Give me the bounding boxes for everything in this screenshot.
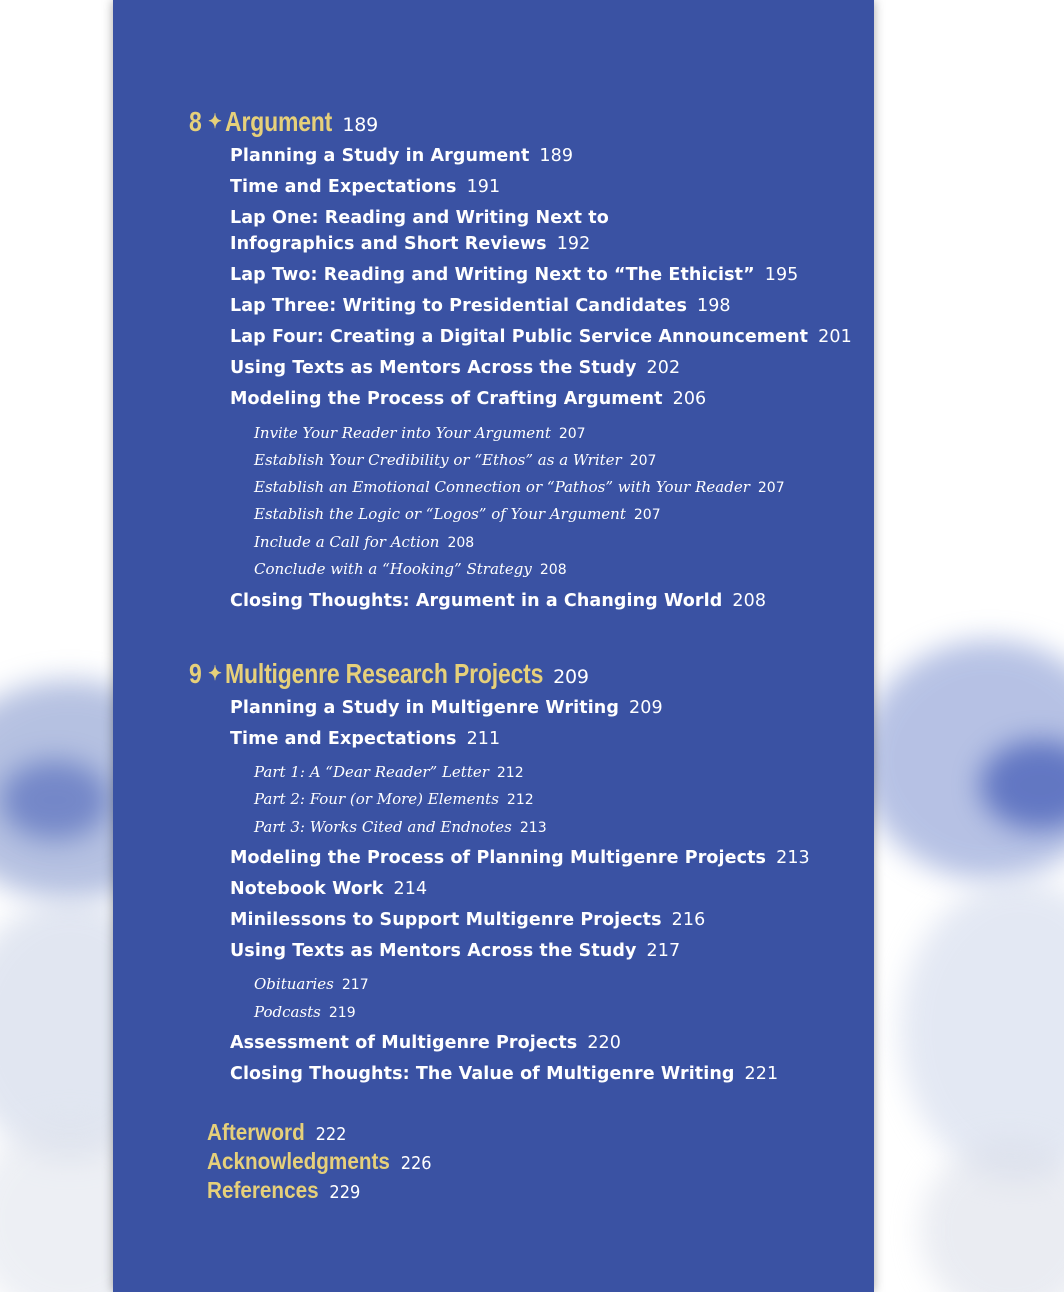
toc-entry[interactable]	[230, 729, 500, 749]
toc-subentry[interactable]	[254, 560, 567, 578]
toc-subentry[interactable]	[254, 975, 369, 993]
page-number: 191	[466, 177, 501, 197]
page-number: 201	[818, 327, 852, 347]
toc-subentry[interactable]	[254, 478, 785, 496]
page-number: 192	[556, 234, 591, 254]
page-number: 207	[558, 426, 586, 442]
back-matter-title: References	[207, 1177, 319, 1203]
toc-entry[interactable]	[230, 177, 500, 197]
toc-entry[interactable]	[230, 698, 663, 718]
page-number: 212	[496, 765, 524, 781]
page-number: 214	[393, 879, 428, 899]
subentry-title: Establish the Logic or “Logos” of Your Argument	[254, 505, 626, 523]
page-number: 217	[646, 941, 681, 961]
subentry-title: Obituaries	[254, 975, 334, 993]
toc-entry[interactable]	[230, 234, 590, 254]
page-number: 220	[587, 1033, 622, 1053]
chapter-title: Multigenre Research Projects	[225, 658, 544, 689]
entry-title: Modeling the Process of Crafting Argument	[230, 389, 663, 409]
page-number: 211	[466, 729, 501, 749]
entry-title: Closing Thoughts: The Value of Multigenre Writing	[230, 1064, 735, 1084]
page-number: 209	[553, 666, 589, 688]
page-number: 206	[672, 389, 707, 409]
toc-entry[interactable]	[230, 296, 731, 316]
toc-entry[interactable]	[230, 327, 852, 347]
paint-blob	[920, 1140, 1064, 1292]
back-matter-title: Afterword	[207, 1119, 305, 1145]
entry-title: Using Texts as Mentors Across the Study	[230, 358, 637, 378]
toc-entry[interactable]	[230, 879, 427, 899]
toc-entry[interactable]	[230, 358, 680, 378]
entry-title: Lap One: Reading and Writing Next to	[230, 208, 609, 228]
page-number: 213	[519, 820, 547, 836]
toc-subentry[interactable]	[254, 533, 474, 551]
page-number: 207	[757, 480, 785, 496]
paint-blob	[0, 760, 110, 840]
toc-entry[interactable]	[230, 591, 766, 611]
page-number: 207	[629, 453, 657, 469]
star-icon: ✦	[208, 663, 222, 685]
page-number: 207	[633, 507, 661, 523]
toc-entry[interactable]	[230, 910, 705, 930]
chapter-heading-8[interactable]	[189, 106, 378, 138]
chapter-number: 8	[189, 106, 202, 137]
page-number: 208	[539, 562, 567, 578]
toc-subentry[interactable]	[254, 1003, 356, 1021]
entry-title: Minilessons to Support Multigenre Projects	[230, 910, 662, 930]
page-number: 229	[329, 1182, 361, 1203]
table-of-contents	[113, 0, 874, 1292]
paint-blob	[900, 880, 1064, 1180]
back-matter-afterword[interactable]	[207, 1119, 346, 1146]
toc-entry[interactable]	[230, 941, 680, 961]
toc-entry[interactable]	[230, 208, 609, 228]
toc-entry[interactable]	[230, 1064, 778, 1084]
entry-title: Planning a Study in Argument	[230, 146, 530, 166]
page-number: 208	[447, 535, 475, 551]
toc-panel	[113, 0, 874, 1292]
entry-title: Time and Expectations	[230, 177, 457, 197]
toc-entry[interactable]	[230, 1033, 621, 1053]
page-number: 222	[315, 1124, 347, 1145]
subentry-title: Conclude with a “Hooking” Strategy	[254, 560, 532, 578]
page-number: 189	[539, 146, 574, 166]
star-icon: ✦	[208, 111, 222, 133]
toc-entry[interactable]	[230, 265, 798, 285]
page-number: 209	[629, 698, 663, 718]
page-number: 213	[776, 848, 810, 868]
entry-title: Modeling the Process of Planning Multigenre Projects	[230, 848, 767, 868]
page-number: 217	[341, 977, 369, 993]
entry-title: Lap Four: Creating a Digital Public Service Announcement	[230, 327, 809, 347]
entry-title: Lap Three: Writing to Presidential Candidates	[230, 296, 687, 316]
subentry-title: Podcasts	[254, 1003, 321, 1021]
toc-subentry[interactable]	[254, 790, 534, 808]
entry-title: Time and Expectations	[230, 729, 457, 749]
page-number: 226	[400, 1153, 432, 1174]
toc-subentry[interactable]	[254, 763, 524, 781]
page-number: 212	[506, 792, 534, 808]
page-number: 198	[696, 296, 731, 316]
back-matter-title: Acknowledgments	[207, 1148, 390, 1174]
toc-entry[interactable]	[230, 848, 810, 868]
subentry-title: Include a Call for Action	[254, 533, 440, 551]
subentry-title: Establish an Emotional Connection or “Pathos” with Your Reader	[254, 478, 750, 496]
entry-title: Notebook Work	[230, 879, 384, 899]
toc-subentry[interactable]	[254, 505, 661, 523]
subentry-title: Part 2: Four (or More) Elements	[254, 790, 499, 808]
page-number: 219	[328, 1005, 356, 1021]
entry-title: Assessment of Multigenre Projects	[230, 1033, 578, 1053]
page-number: 221	[744, 1064, 779, 1084]
page-number: 189	[341, 114, 378, 136]
back-matter-acknowledgments[interactable]	[207, 1148, 432, 1175]
toc-entry[interactable]	[230, 389, 706, 409]
toc-subentry[interactable]	[254, 818, 547, 836]
toc-subentry[interactable]	[254, 451, 656, 469]
chapter-number: 9	[189, 658, 202, 689]
subentry-title: Establish Your Credibility or “Ethos” as a Writer	[254, 451, 622, 469]
entry-title: Planning a Study in Multigenre Writing	[230, 698, 619, 718]
page-number: 195	[764, 265, 799, 285]
page-number: 216	[671, 910, 706, 930]
toc-subentry[interactable]	[254, 424, 586, 442]
chapter-heading-9[interactable]	[189, 658, 589, 690]
subentry-title: Part 1: A “Dear Reader” Letter	[254, 763, 489, 781]
subentry-title: Part 3: Works Cited and Endnotes	[254, 818, 512, 836]
toc-entry[interactable]	[230, 146, 573, 166]
entry-title: Lap Two: Reading and Writing Next to “The Ethicist”	[230, 265, 755, 285]
subentry-title: Invite Your Reader into Your Argument	[254, 424, 551, 442]
entry-title: Infographics and Short Reviews	[230, 234, 547, 254]
page-number: 202	[646, 358, 681, 378]
chapter-title: Argument	[225, 106, 333, 137]
entry-title: Using Texts as Mentors Across the Study	[230, 941, 637, 961]
entry-title: Closing Thoughts: Argument in a Changing World	[230, 591, 723, 611]
back-matter-references[interactable]	[207, 1177, 360, 1204]
page-number: 208	[732, 591, 767, 611]
